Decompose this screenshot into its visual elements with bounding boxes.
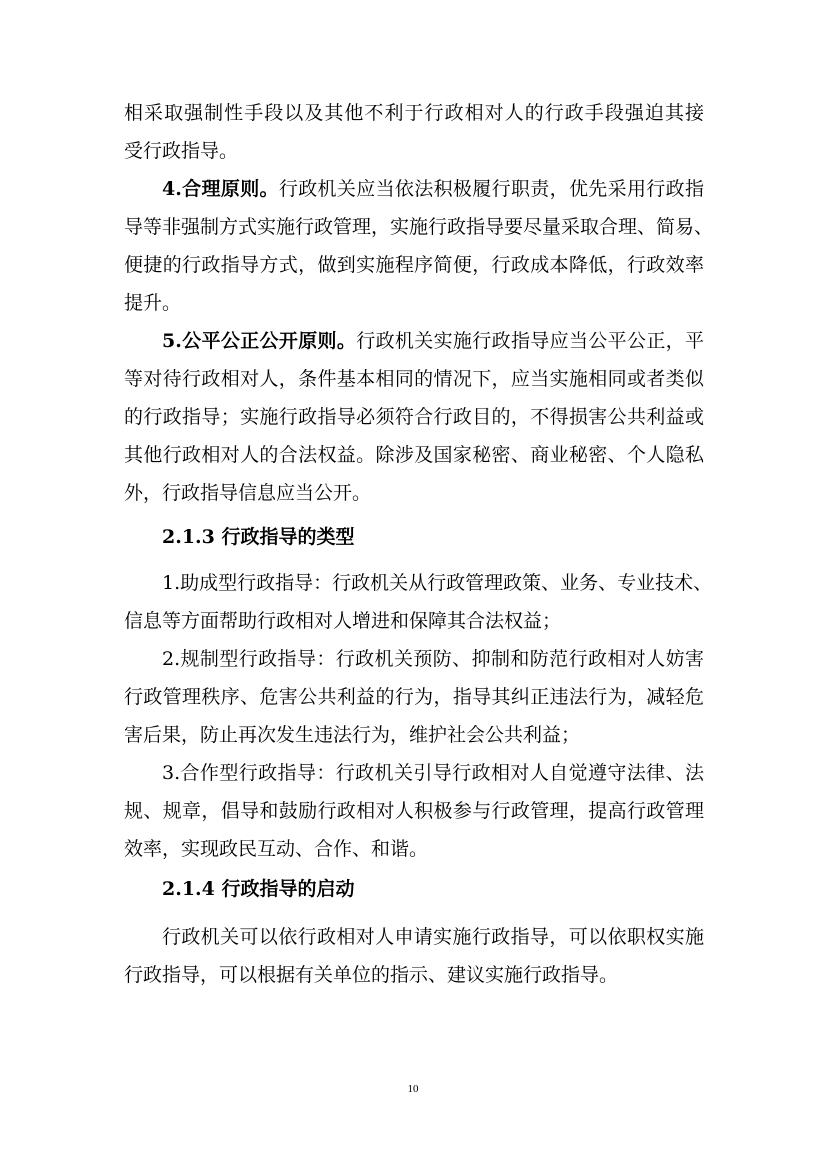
paragraph-text: 行政机关应当依法积极履行职责，优先采用行政指 [278,178,704,200]
paragraph-line: 害后果，防止再次发生违法行为，维护社会公共利益； [124,724,581,746]
paragraph-line: 提升。 [124,292,182,314]
paragraph-line: 相采取强制性手段以及其他不利于行政相对人的行政手段强迫其接 [124,102,704,124]
paragraph-line: 便捷的行政指导方式，做到实施程序简便，行政成本降低，行政效率 [124,254,704,276]
paragraph-line: 信息等方面帮助行政相对人增进和保障其合法权益； [124,610,562,632]
paragraph-line: 1.助成型行政指导：行政机关从行政管理政策、业务、专业技术、 [162,572,713,594]
paragraph-line: 等对待行政相对人，条件基本相同的情况下，应当实施相同或者类似 [124,368,704,390]
paragraph-line: 2.规制型行政指导：行政机关预防、抑制和防范行政相对人妨害 [162,648,704,670]
paragraph-line [162,322,704,360]
paragraph-line [162,170,704,208]
paragraph-line: 行政指导，可以根据有关单位的指示、建议实施行政指导。 [124,964,619,986]
paragraph-line: 行政管理秩序、危害公共利益的行为，指导其纠正违法行为，减轻危 [124,686,704,708]
section-heading-2-1-3: 2.1.3 行政指导的类型 [162,526,355,548]
paragraph-line: 行政机关可以依行政相对人申请实施行政指导，可以依职权实施 [162,926,704,948]
paragraph-line: 导等非强制方式实施行政管理，实施行政指导要尽量采取合理、简易、 [124,216,714,238]
paragraph-line: 其他行政相对人的合法权益。除涉及国家秘密、商业秘密、个人隐私 [124,444,704,466]
paragraph-line: 外，行政指导信息应当公开。 [124,482,372,504]
paragraph-line: 的行政指导；实施行政指导必须符合行政目的，不得损害公共利益或 [124,406,704,428]
page-number: 10 [407,1083,419,1095]
paragraph-line: 受行政指导。 [124,140,239,162]
principle-label-fairness: 5.公平公正公开原则。 [162,330,357,352]
paragraph-line: 效率，实现政民互动、合作、和谐。 [124,838,429,860]
paragraph-line: 3.合作型行政指导：行政机关引导行政相对人自觉遵守法律、法 [162,762,704,784]
paragraph-line: 规、规章，倡导和鼓励行政相对人积极参与行政管理，提高行政管理 [124,800,704,822]
section-heading-2-1-4: 2.1.4 行政指导的启动 [162,878,355,900]
paragraph-text: 行政机关实施行政指导应当公平公正，平 [356,330,704,352]
principle-label-reasonable: 4.合理原则。 [162,178,279,200]
